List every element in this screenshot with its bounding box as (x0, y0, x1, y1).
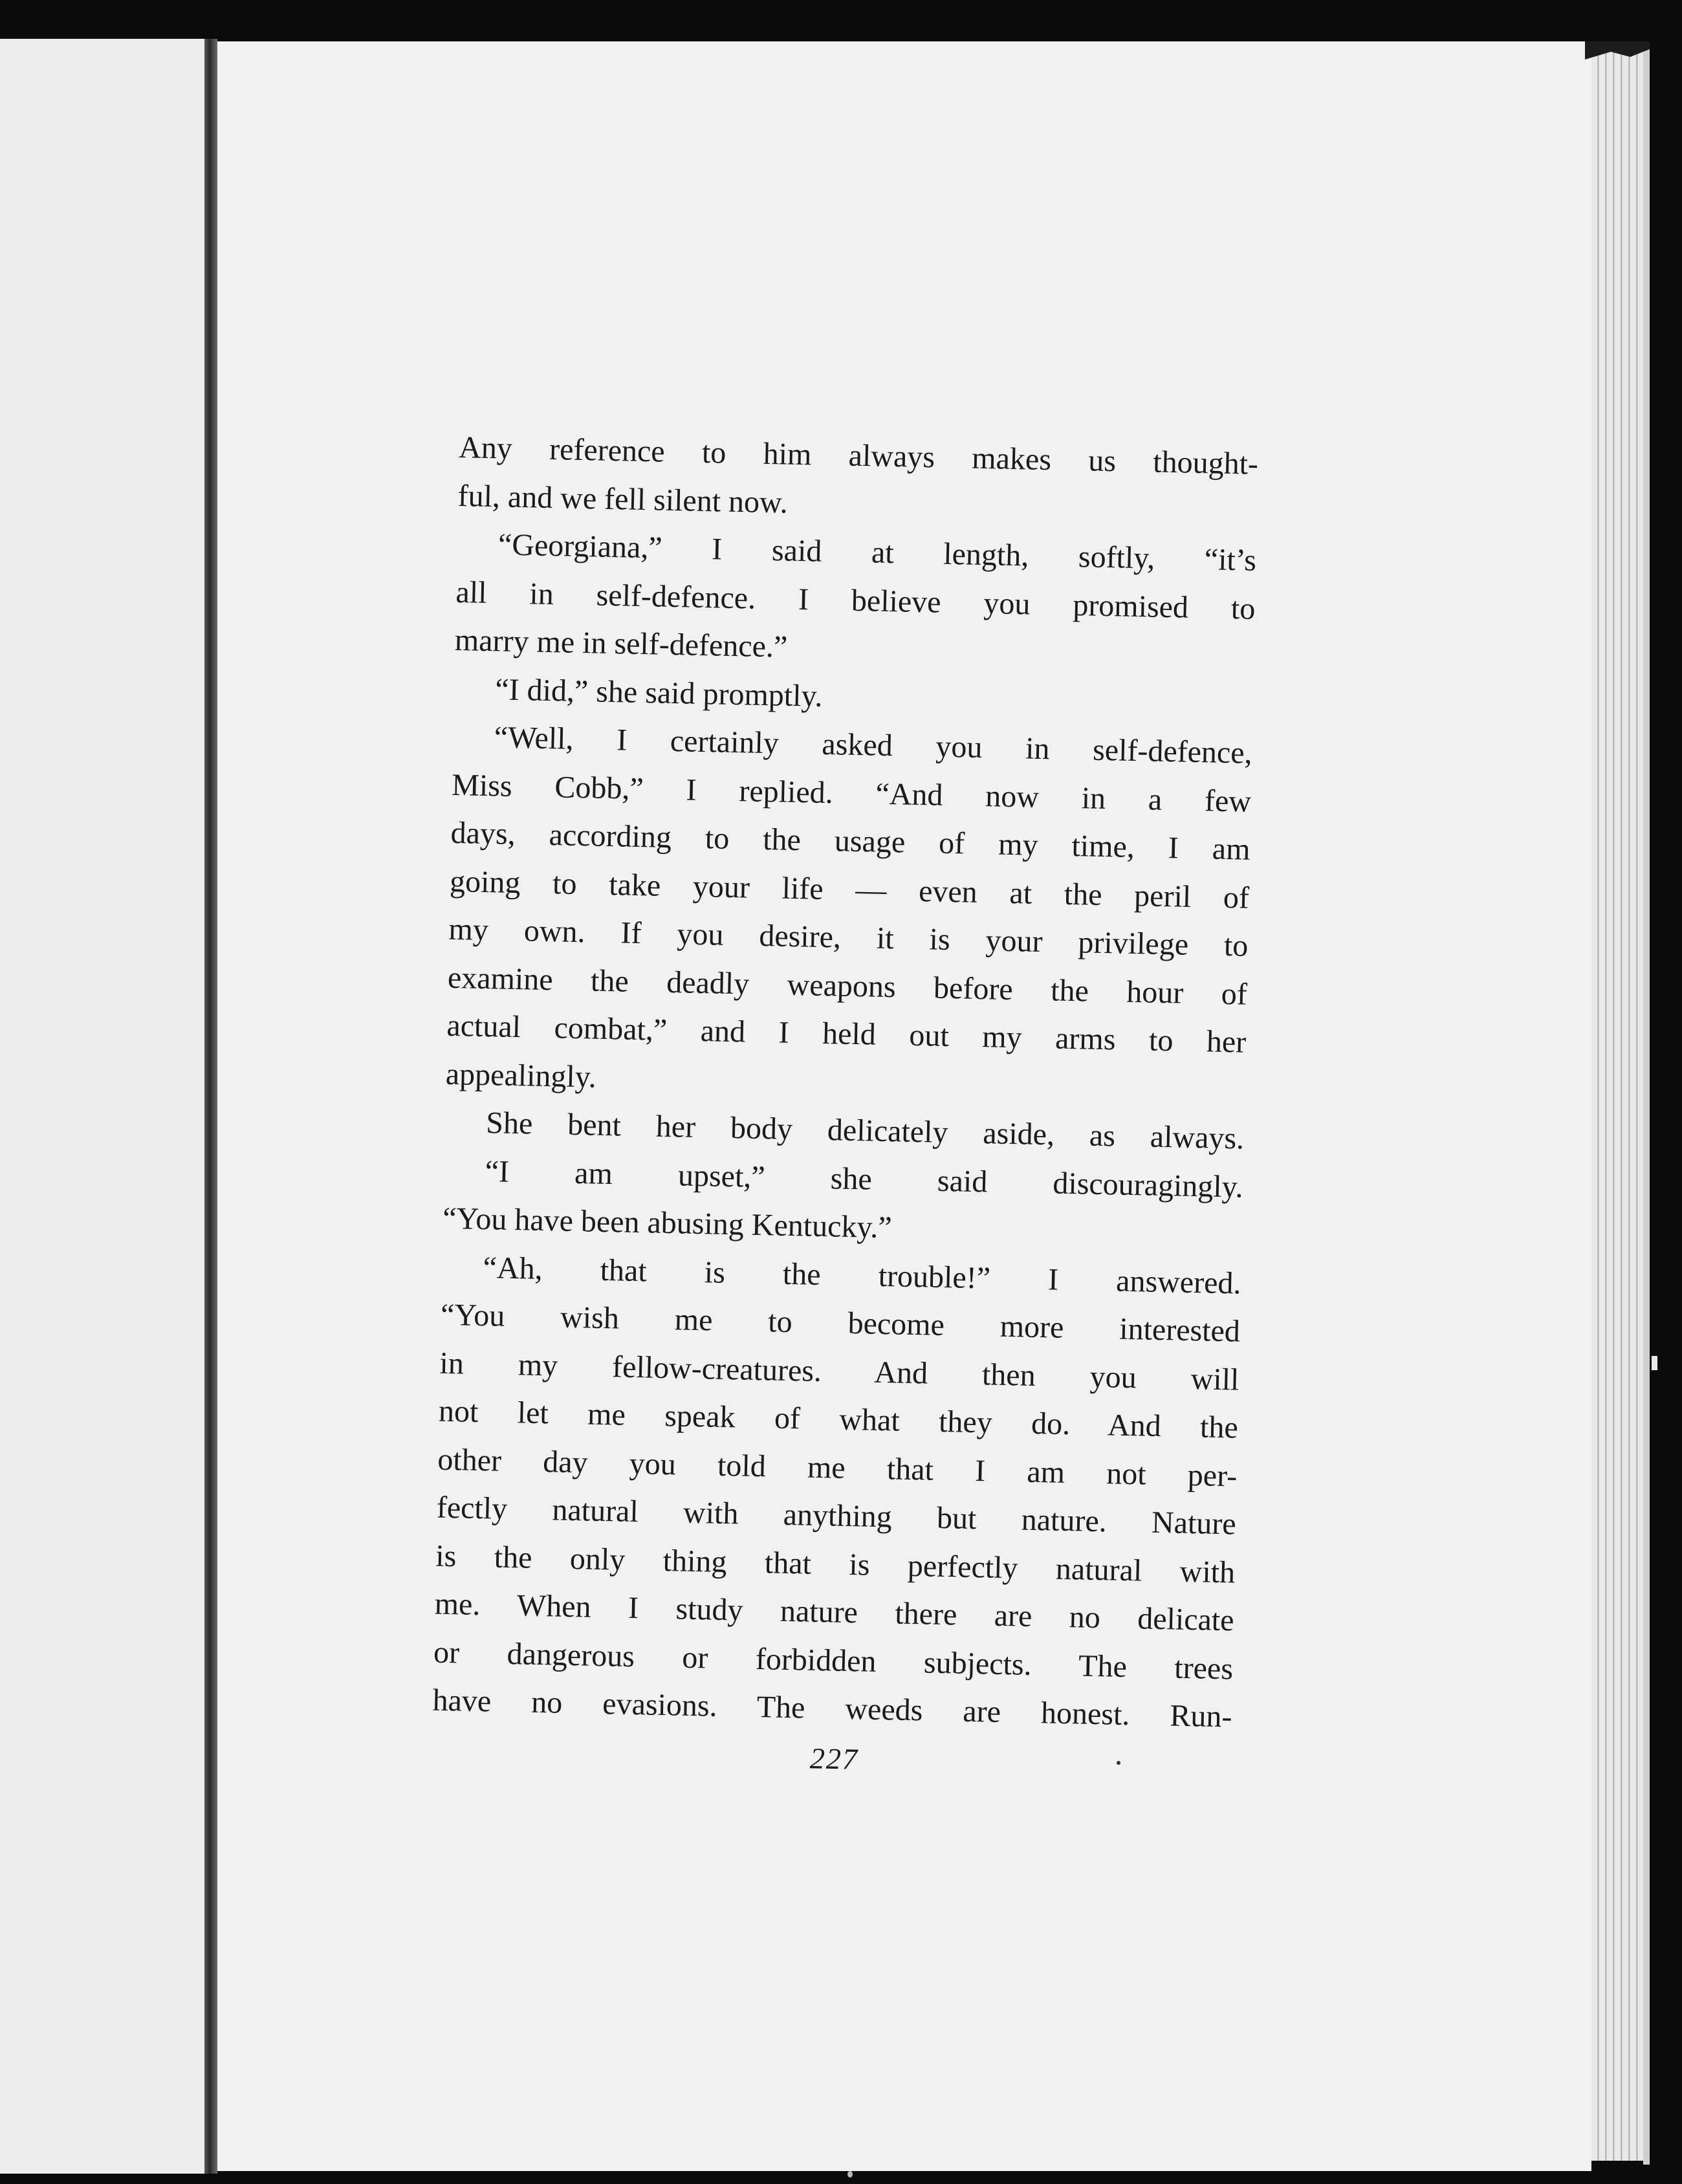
text-line: going to take your life — even at the peril of (449, 864, 1250, 915)
book-gutter (204, 39, 217, 2174)
scan-artifact-dot (847, 2171, 853, 2178)
text-line: or dangerous or forbidden subjects. The trees (433, 1635, 1234, 1686)
text-line: Any reference to him always makes us thought- (458, 430, 1259, 481)
text-line: have no evasions. The weeds are honest. Run- (432, 1683, 1232, 1734)
text-line: other day you told me that I am not per- (437, 1442, 1238, 1494)
text-line: marry me in self-defence.” (454, 622, 788, 664)
page-number: 227 (809, 1742, 859, 1776)
page-edge-shadow (1643, 41, 1650, 2165)
text-line: She bent her body delicately aside, as always. (485, 1106, 1245, 1156)
text-line: not let me speak of what they do. And the (438, 1393, 1239, 1445)
text-line: examine the deadly weapons before the hour of (447, 960, 1248, 1012)
ink-speck (1117, 1761, 1120, 1765)
text-line: “I am upset,” she said discouragingly. (485, 1153, 1244, 1205)
text-line: ful, and we fell silent now. (457, 478, 789, 520)
text-line: “You wish me to become more interested (440, 1297, 1241, 1349)
text-line: fectly natural with anything but nature. Nature (436, 1490, 1237, 1542)
text-line: Miss Cobb,” I replied. “And now in a few (451, 767, 1252, 819)
text-line: in my fellow-creatures. And then you will (439, 1346, 1240, 1397)
text-line: “I did,” she said promptly. (494, 672, 823, 714)
text-line: actual combat,” and I held out my arms to her (446, 1008, 1247, 1060)
scan-artifact (1652, 1356, 1657, 1370)
text-line: is the only thing that is perfectly natural with (435, 1538, 1236, 1589)
text-line: my own. If you desire, it is your privilege to (448, 912, 1249, 963)
previous-page-edge (0, 39, 204, 2174)
body-text (432, 424, 1259, 1742)
text-line: “Georgiana,” I said at length, softly, “it’s (497, 527, 1257, 578)
text-line: me. When I study nature there are no delicate (434, 1586, 1235, 1638)
stacked-page-edges (1591, 45, 1643, 2161)
text-line: “Well, I certainly asked you in self-defence, (494, 720, 1253, 770)
text-line: days, according to the usage of my time, I am (450, 815, 1251, 867)
text-line: appealingly. (445, 1056, 597, 1095)
text-line: “Ah, that is the trouble!” I answered. (483, 1250, 1241, 1301)
text-line: “You have been abusing Kentucky.” (442, 1201, 893, 1245)
text-line: all in self-defence. I believe you promised to (455, 574, 1256, 626)
